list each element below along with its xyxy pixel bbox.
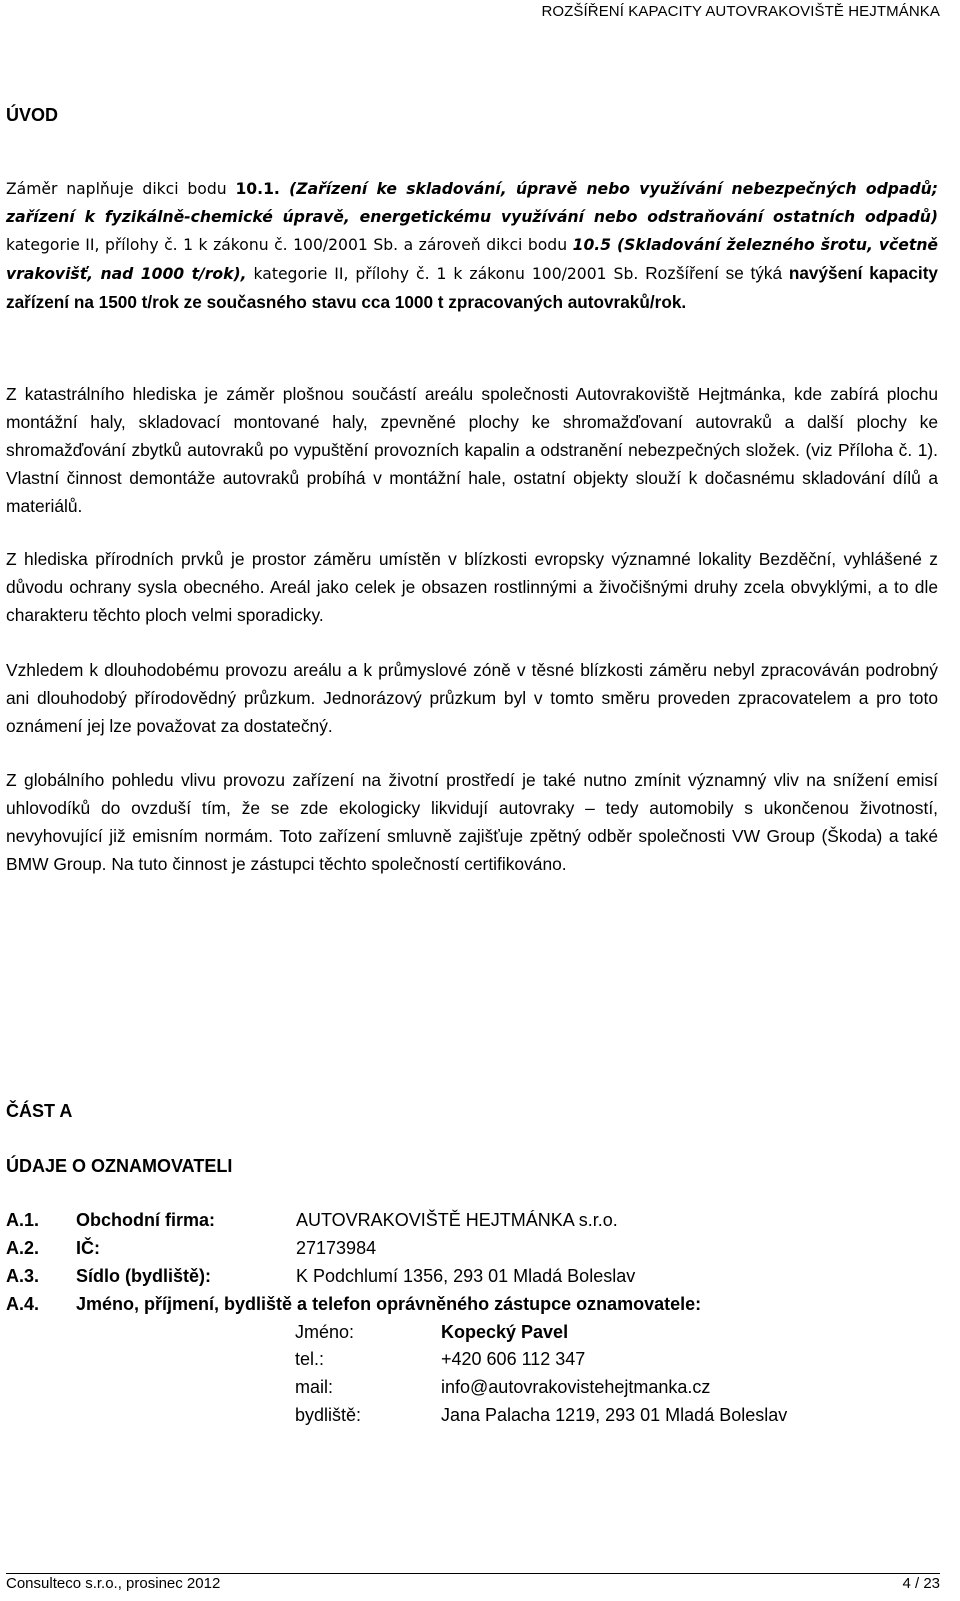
intro-paragraph-5: Z globálního pohledu vlivu provozu zařízení na životní prostředí je také nutno zmínit významný vliv na snížení emisí uhlovodíků do ovzduší tím, že se zde ekologicky likvidují autovraky – tedy automobily s ukončenou životností, nevyhovující již emisním normám. Toto zařízení smluvně zajišťuje zpětný odběr společnosti VW Group (Škoda) a také BMW Group. Na tuto činnost je zástupci těchto společností certifikováno. <box>6 770 938 874</box>
row-label: Sídlo (bydliště): <box>76 1266 211 1286</box>
intro-paragraph-3: Z hlediska přírodních prvků je prostor záměru umístěn v blízkosti evropsky významné lokality Bezděční, vyhlášené z důvodu ochrany sysla obecného. Areál jako celek je obsazen rostlinnými a živočišnými druhy zcela obvyklými, a to dle charakteru těchto ploch velmi sporadicky. <box>6 549 938 625</box>
contact-value: Jana Palacha 1219, 293 01 Mladá Boleslav <box>441 1405 788 1425</box>
contact-key: Jméno: <box>295 1322 355 1342</box>
row-label: Jméno, příjmení, bydliště a telefon oprávněného zástupce oznamovatele: <box>76 1294 702 1314</box>
row-number: A.1. <box>6 1210 40 1230</box>
footer-company: Consulteco s.r.o., prosinec 2012 <box>6 1575 221 1592</box>
part-a-heading: ČÁST A <box>6 1101 73 1121</box>
row-value: 27173984 <box>296 1238 377 1258</box>
row-value: AUTOVRAKOVIŠTĚ HEJTMÁNKA s.r.o. <box>296 1210 618 1230</box>
contact-key: tel.: <box>295 1349 325 1369</box>
contact-key: bydliště: <box>295 1405 362 1425</box>
row-number: A.2. <box>6 1238 40 1258</box>
contact-value: Kopecký Pavel <box>441 1322 569 1342</box>
intro-paragraph-2: Z katastrálního hlediska je záměr plošnou součástí areálu společnosti Autovrakoviště Hejtmánka, kde zabírá plochu montážní haly, skladovací montované haly, zpevněné plochy ke shromažďovaní autovraků a další plochy ke shromažďování zbytků autovraků po vypuštění provozních kapalin a odstranění nebezpečných složek. (viz Příloha č. 1). Vlastní činnost demontáže autovraků probíhá v montážní hale, ostatní objekty slouží k dočasnému skladování dílů a materiálů. <box>6 384 938 516</box>
contact-value: +420 606 112 347 <box>441 1349 586 1369</box>
footer-rule <box>6 1573 940 1574</box>
intro-paragraph-1: Záměr naplňuje dikci bodu 10.1. (Zařízení ke skladování, úpravě nebo využívání nebezpečných odpadů; zařízení k fyzikálně-chemické úpravě, energetickému využívání nebo odstraňování ostatních odpadů) kategorie II, přílohy č. 1 k zákonu č. 100/2001 Sb. a zároveň dikci bodu 10.5 (Skladování železného šrotu, včetně vrakovišť, nad 1000 t/rok), kategorie II, přílohy č. 1 k zákonu 100/2001 Sb. Rozšíření se týká navýšení kapacity zařízení na 1500 t/rok ze současného stavu cca 1000 t zpracovaných autovraků/rok. <box>6 180 938 312</box>
row-label: Obchodní firma: <box>76 1210 215 1230</box>
part-a-subheading: ÚDAJE O OZNAMOVATELI <box>6 1156 233 1176</box>
intro-heading: ÚVOD <box>6 105 59 125</box>
contact-key: mail: <box>295 1377 334 1397</box>
intro-paragraph-4: Vzhledem k dlouhodobému provozu areálu a k průmyslové zóně v těsné blízkosti záměru nebyl zpracováván podrobný ani dlouhodobý přírodovědný průzkum. Jednorázový průzkum byl v tomto směru proveden zpracovatelem a pro toto oznámení jej lze považovat za dostatečný. <box>6 660 938 736</box>
row-number: A.4. <box>6 1294 40 1314</box>
contact-value: info@autovrakovistehejtmanka.cz <box>441 1377 711 1397</box>
row-label: IČ: <box>76 1238 100 1258</box>
page-number: 4 / 23 <box>902 1575 940 1592</box>
row-value: K Podchlumí 1356, 293 01 Mladá Boleslav <box>296 1266 636 1286</box>
row-number: A.3. <box>6 1266 40 1286</box>
running-header: ROZŠÍŘENÍ KAPACITY AUTOVRAKOVIŠTĚ HEJTMÁNKA <box>541 3 940 20</box>
